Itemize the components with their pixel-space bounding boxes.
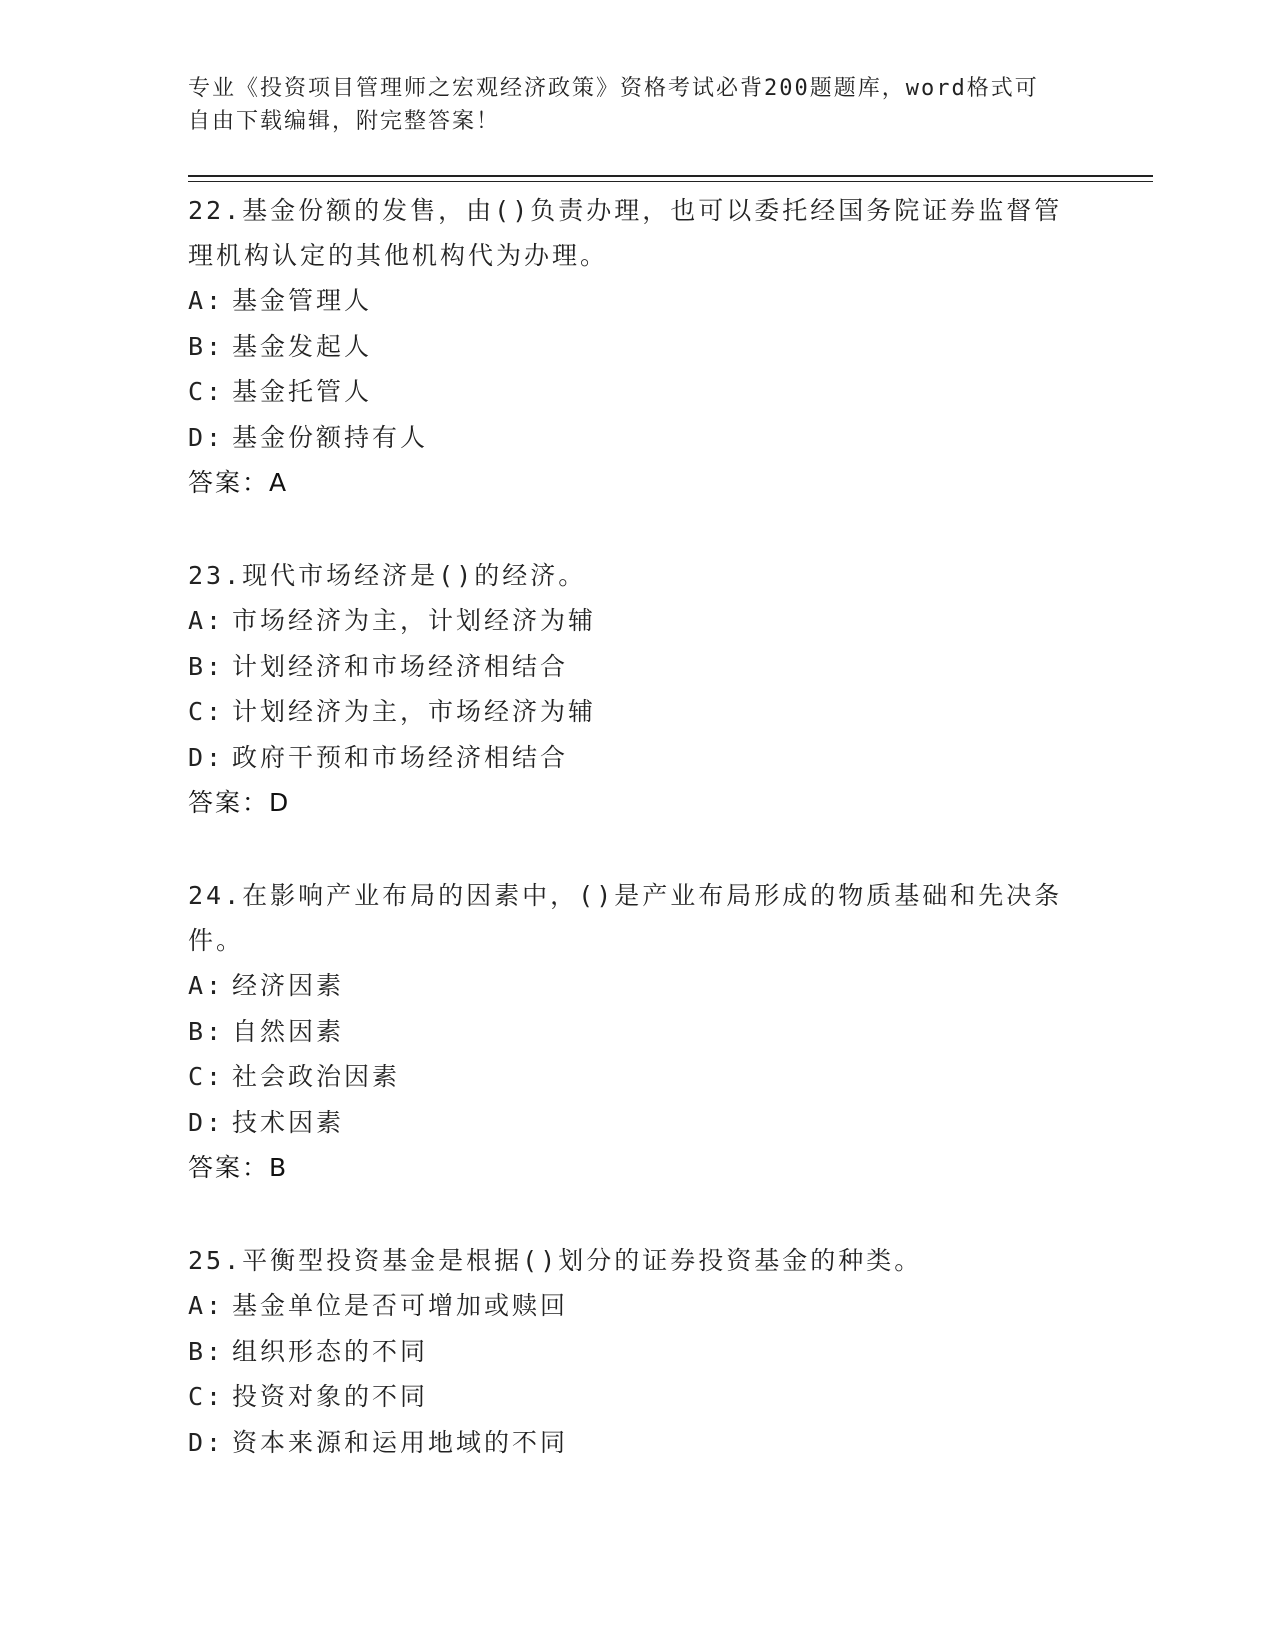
option-label: A: — [188, 1291, 225, 1320]
option-label: B: — [188, 651, 225, 681]
option-d — [188, 735, 1088, 781]
answer-line: 答案：B — [188, 1153, 289, 1182]
option-text: 计划经济为主，市场经济为辅 — [232, 697, 597, 726]
option-label: A: — [188, 286, 225, 315]
option-text: 自然因素 — [232, 1016, 345, 1046]
option-c — [188, 1374, 1088, 1420]
option-a — [188, 1283, 1088, 1329]
header-line-1: 专业《投资项目管理师之宏观经济政策》资格考试必背200题题库，word格式可 — [188, 76, 1039, 101]
option-d — [188, 415, 1088, 461]
option-d — [188, 1100, 1088, 1146]
question-23 — [188, 553, 1088, 825]
option-b — [188, 324, 1088, 370]
answer-line: 答案：D — [188, 788, 291, 817]
option-a — [188, 598, 1088, 644]
question-24 — [188, 873, 1088, 1190]
option-b — [188, 1009, 1088, 1055]
option-b — [188, 1329, 1088, 1375]
document-header — [188, 72, 1088, 138]
question-stem: 23.现代市场经济是()的经济。 — [188, 561, 587, 590]
option-text: 基金发起人 — [232, 331, 373, 361]
option-text: 资本来源和运用地域的不同 — [232, 1427, 569, 1457]
option-label: C: — [188, 1382, 225, 1411]
answer-line: 答案：A — [188, 468, 289, 497]
question-25 — [188, 1238, 1088, 1465]
option-text: 基金管理人 — [232, 286, 373, 315]
option-a — [188, 963, 1088, 1009]
option-text: 基金单位是否可增加或赎回 — [232, 1291, 569, 1320]
option-label: A: — [188, 971, 225, 1000]
option-label: D: — [188, 1427, 225, 1457]
option-label: D: — [188, 422, 225, 452]
option-c — [188, 1054, 1088, 1100]
option-label: B: — [188, 331, 225, 361]
option-b — [188, 644, 1088, 690]
question-stem: 24.在影响产业布局的因素中，()是产业布局形成的物质基础和先决条件。 — [188, 881, 1063, 955]
option-a — [188, 278, 1088, 324]
option-label: C: — [188, 377, 225, 406]
option-c — [188, 369, 1088, 415]
option-text: 投资对象的不同 — [232, 1382, 429, 1411]
option-label: A: — [188, 606, 225, 635]
option-text: 基金份额持有人 — [232, 422, 429, 452]
option-c — [188, 689, 1088, 735]
option-label: C: — [188, 697, 225, 726]
option-text: 基金托管人 — [232, 377, 373, 406]
option-text: 政府干预和市场经济相结合 — [232, 742, 569, 772]
option-label: D: — [188, 742, 225, 772]
option-text: 计划经济和市场经济相结合 — [232, 651, 569, 681]
option-d — [188, 1420, 1088, 1466]
question-list — [188, 188, 1088, 1513]
header-line-2: 自由下载编辑，附完整答案！ — [188, 109, 501, 134]
option-text: 组织形态的不同 — [232, 1336, 429, 1366]
header-divider-bottom — [188, 181, 1153, 182]
option-label: D: — [188, 1107, 225, 1137]
option-text: 技术因素 — [232, 1107, 345, 1137]
option-label: B: — [188, 1336, 225, 1366]
question-stem: 25.平衡型投资基金是根据()划分的证券投资基金的种类。 — [188, 1246, 923, 1275]
question-stem: 22.基金份额的发售，由()负责办理，也可以委托经国务院证券监督管理机构认定的其他机构代为办理。 — [188, 196, 1063, 270]
option-text: 市场经济为主，计划经济为辅 — [232, 606, 597, 635]
option-text: 经济因素 — [232, 971, 345, 1000]
option-label: B: — [188, 1016, 225, 1046]
option-label: C: — [188, 1062, 225, 1091]
header-divider-top — [188, 175, 1153, 177]
option-text: 社会政治因素 — [232, 1062, 401, 1091]
question-22 — [188, 188, 1088, 505]
